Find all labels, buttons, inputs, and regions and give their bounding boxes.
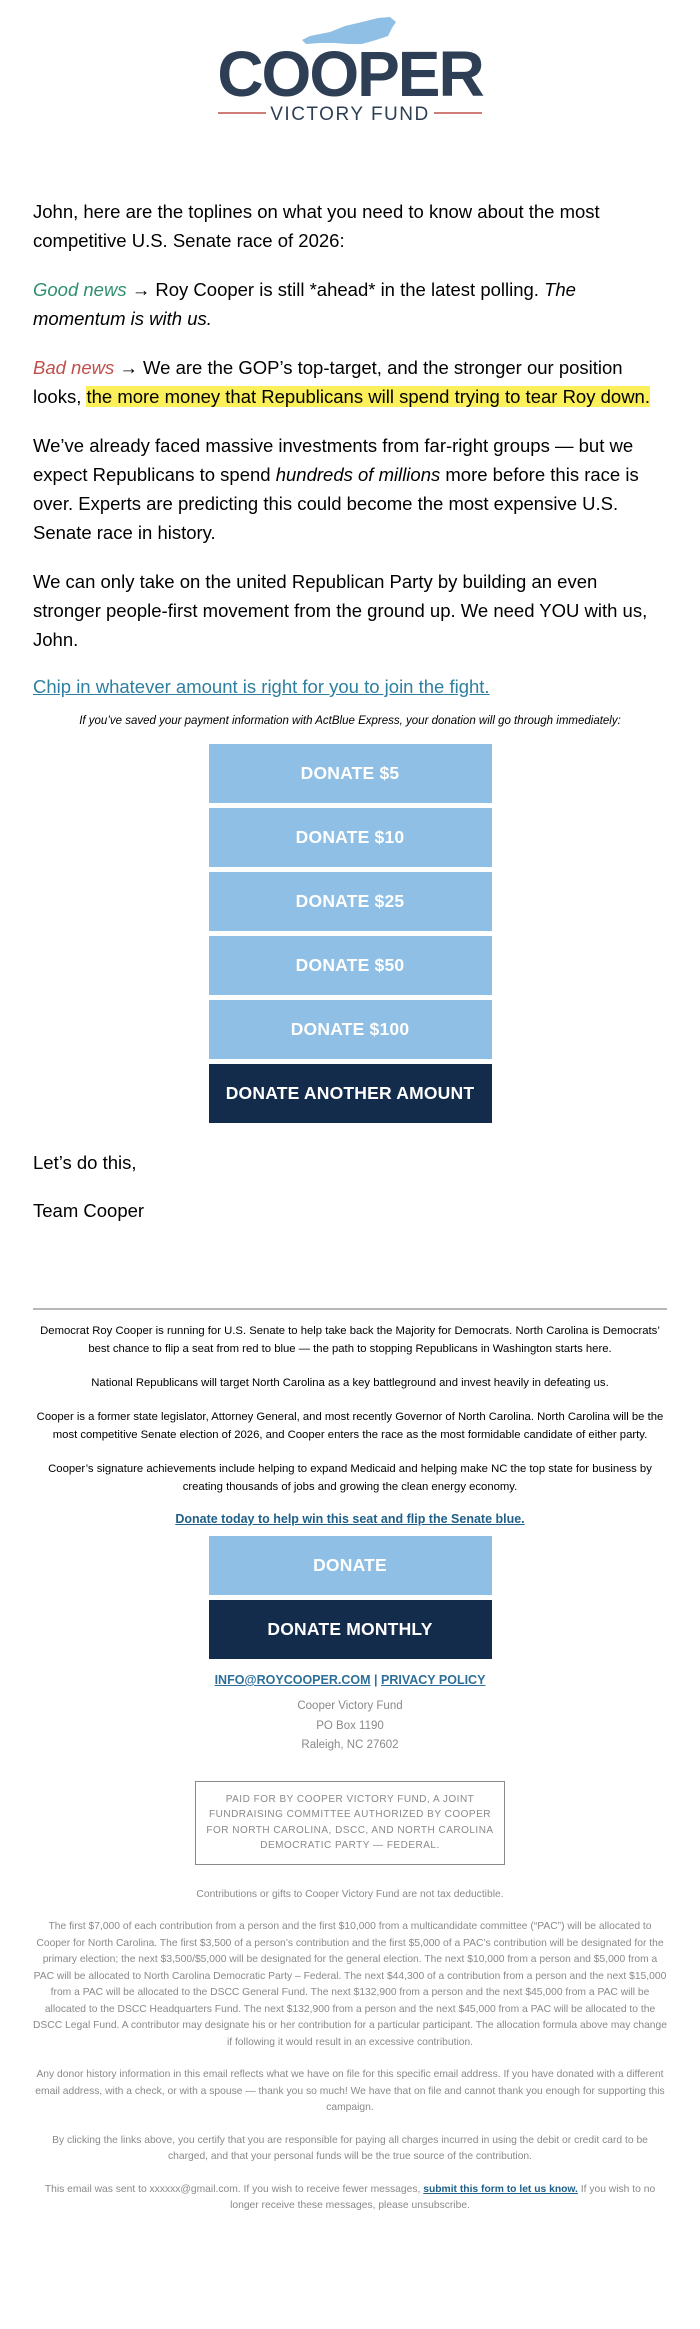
donate-100-button[interactable]: DONATE $100: [209, 1000, 492, 1059]
paid-for-disclaimer: PAID FOR BY COOPER VICTORY FUND, A JOINT FUNDRAISING COMMITTEE AUTHORIZED BY COOPER FOR NORTH CAROLINA, DSCC, AND NORTH CAROLINA DEMOCRATIC PARTY — FEDERAL.: [195, 1781, 505, 1865]
footer-links: [0, 1673, 700, 1687]
signoff: Let’s do this,: [33, 1152, 137, 1173]
address-line-3: Raleigh, NC 27602: [301, 1739, 399, 1751]
footer-donate-group: [209, 1536, 492, 1659]
subscription-notice: [0, 2182, 700, 2215]
footer: [0, 1310, 700, 2215]
allocation-notice: The first $7,000 of each contribution from a person and the first $10,000 from a multicandidate committee (“PAC”) will be allocated to Cooper for North Carolina. The first $3,500 of a person’s contribution and the first $5,000 of a PAC’s contribution will be designated for the primary election; the next $3,500/$5,000 will be designated for the general election. The next $10,000 from a person and $5,000 from a PAC will be allocated to North Carolina Democratic Party – Federal. The next $44,300 of a contribution from a person and the next $15,000 from a PAC will be allocated to the DSCC General Fund. The next $132,900 from a person and the next $45,000 from a PAC will be allocated to the DSCC Headquarters Fund. The next $132,900 from a person and the next $45,000 from a PAC will be allocated to the DSCC Legal Fund. A contributor may designate his or her contribution for a particular participant. The allocation formula above may change if following it would result in an excessive contribution.: [33, 1921, 667, 2048]
good-news-text: Roy Cooper is still *ahead* in the latest polling.: [155, 279, 539, 300]
logo-subtitle: VICTORY FUND: [270, 104, 430, 125]
email-body: [0, 140, 700, 1224]
address-line-2: PO Box 1190: [316, 1719, 384, 1732]
signature: Team Cooper: [33, 1200, 145, 1221]
donate-monthly-button[interactable]: DONATE MONTHLY: [209, 1600, 492, 1659]
mailing-address: [0, 1697, 700, 1756]
arrow-icon: →: [131, 279, 151, 300]
sent-to-text: This email was sent to xxxxxx@gmail.com. If you wish to receive fewer messages,: [44, 2183, 421, 2195]
chip-in-link[interactable]: Chip in whatever amount is right for you to join the fight.: [33, 676, 490, 697]
donate-50-button[interactable]: DONATE $50: [209, 936, 492, 995]
spending-text-b: more before this race is over. Experts are predicting this could become the most expensive U.S. Senate race in history.: [33, 464, 639, 543]
footer-about-1: Democrat Roy Cooper is running for U.S. Senate to help take back the Majority for Democrats. North Carolina is Democrats’ best chance to flip a seat from red to blue — the path to stopping Republicans in Washington starts here.: [40, 1325, 660, 1355]
spending-text-a: We’ve already faced massive investments from far-right groups — but we expect Republicans to spend: [33, 435, 634, 485]
logo-wordmark: COOPER: [217, 38, 483, 110]
footer-about-3: Cooper is a former state legislator, Attorney General, and most recently Governor of North Carolina. North Carolina will be the most competitive Senate election of 2026, and Cooper enters the race as the most formidable candidate of either party.: [36, 1411, 664, 1441]
good-news-emphasis: The momentum is with us.: [33, 279, 576, 329]
footer-about-4: Cooper’s signature achievements include helping to expand Medicaid and helping make NC the top state for business by creating thousands of jobs and growing the clean energy economy.: [48, 1463, 652, 1493]
flip-senate-link[interactable]: Donate today to help win this seat and flip the Senate blue.: [175, 1512, 525, 1526]
donate-another-amount-button[interactable]: DONATE ANOTHER AMOUNT: [209, 1064, 492, 1123]
donate-button-group: [209, 744, 492, 1123]
preferences-form-link[interactable]: submit this form to let us know.: [423, 2183, 578, 2195]
footer-donate-button[interactable]: DONATE: [209, 1536, 492, 1595]
donate-10-button[interactable]: DONATE $10: [209, 808, 492, 867]
privacy-policy-link[interactable]: PRIVACY POLICY: [381, 1673, 486, 1687]
donate-25-button[interactable]: DONATE $25: [209, 872, 492, 931]
bad-news-highlight: the more money that Republicans will spend trying to tear Roy down.: [86, 386, 650, 407]
bad-news-text: We are the GOP’s top-target, and the stronger our position looks,: [33, 357, 623, 407]
spending-emphasis: hundreds of millions: [275, 464, 441, 485]
footer-about-2: National Republicans will target North Carolina as a key battleground and invest heavily in defeating us.: [91, 1377, 609, 1389]
movement-paragraph: We can only take on the united Republican Party by building an even stronger people-first movement from the ground up. We need YOU with us, John.: [33, 571, 648, 650]
good-news-label: Good news: [33, 279, 127, 300]
address-line-1: Cooper Victory Fund: [297, 1700, 403, 1712]
email-link[interactable]: INFO@ROYCOOPER.COM: [214, 1673, 371, 1687]
bad-news-paragraph: [33, 353, 667, 411]
campaign-logo: [0, 0, 700, 140]
donate-5-button[interactable]: DONATE $5: [209, 744, 492, 803]
unsubscribe-text: If you wish to no longer receive these messages, please unsubscribe.: [230, 2183, 656, 2211]
intro-paragraph: John, here are the toplines on what you need to know about the most competitive U.S. Senate race of 2026:: [33, 201, 600, 251]
actblue-note: If you’ve saved your payment information with ActBlue Express, your donation will go through immediately:: [79, 715, 621, 727]
good-news-paragraph: [33, 275, 667, 333]
spending-paragraph: [33, 431, 667, 547]
arrow-icon: →: [119, 357, 138, 378]
donor-history-notice: Any donor history information in this email reflects what we have on file for this specific email address. If you have donated with a different email address, with a check, or with a spouse — thank you so much! We have that on file and cannot thank you enough for supporting this campaign.: [35, 2069, 665, 2113]
tax-notice: Contributions or gifts to Cooper Victory Fund are not tax deductible.: [196, 1888, 504, 1900]
certification-notice: By clicking the links above, you certify that you are responsible for paying all charges incurred in using the debit or credit card to be charged, and that your personal funds will be the true source of the contribution.: [52, 2134, 648, 2162]
footer-link-separator: |: [374, 1673, 378, 1687]
bad-news-label: Bad news: [33, 357, 115, 378]
